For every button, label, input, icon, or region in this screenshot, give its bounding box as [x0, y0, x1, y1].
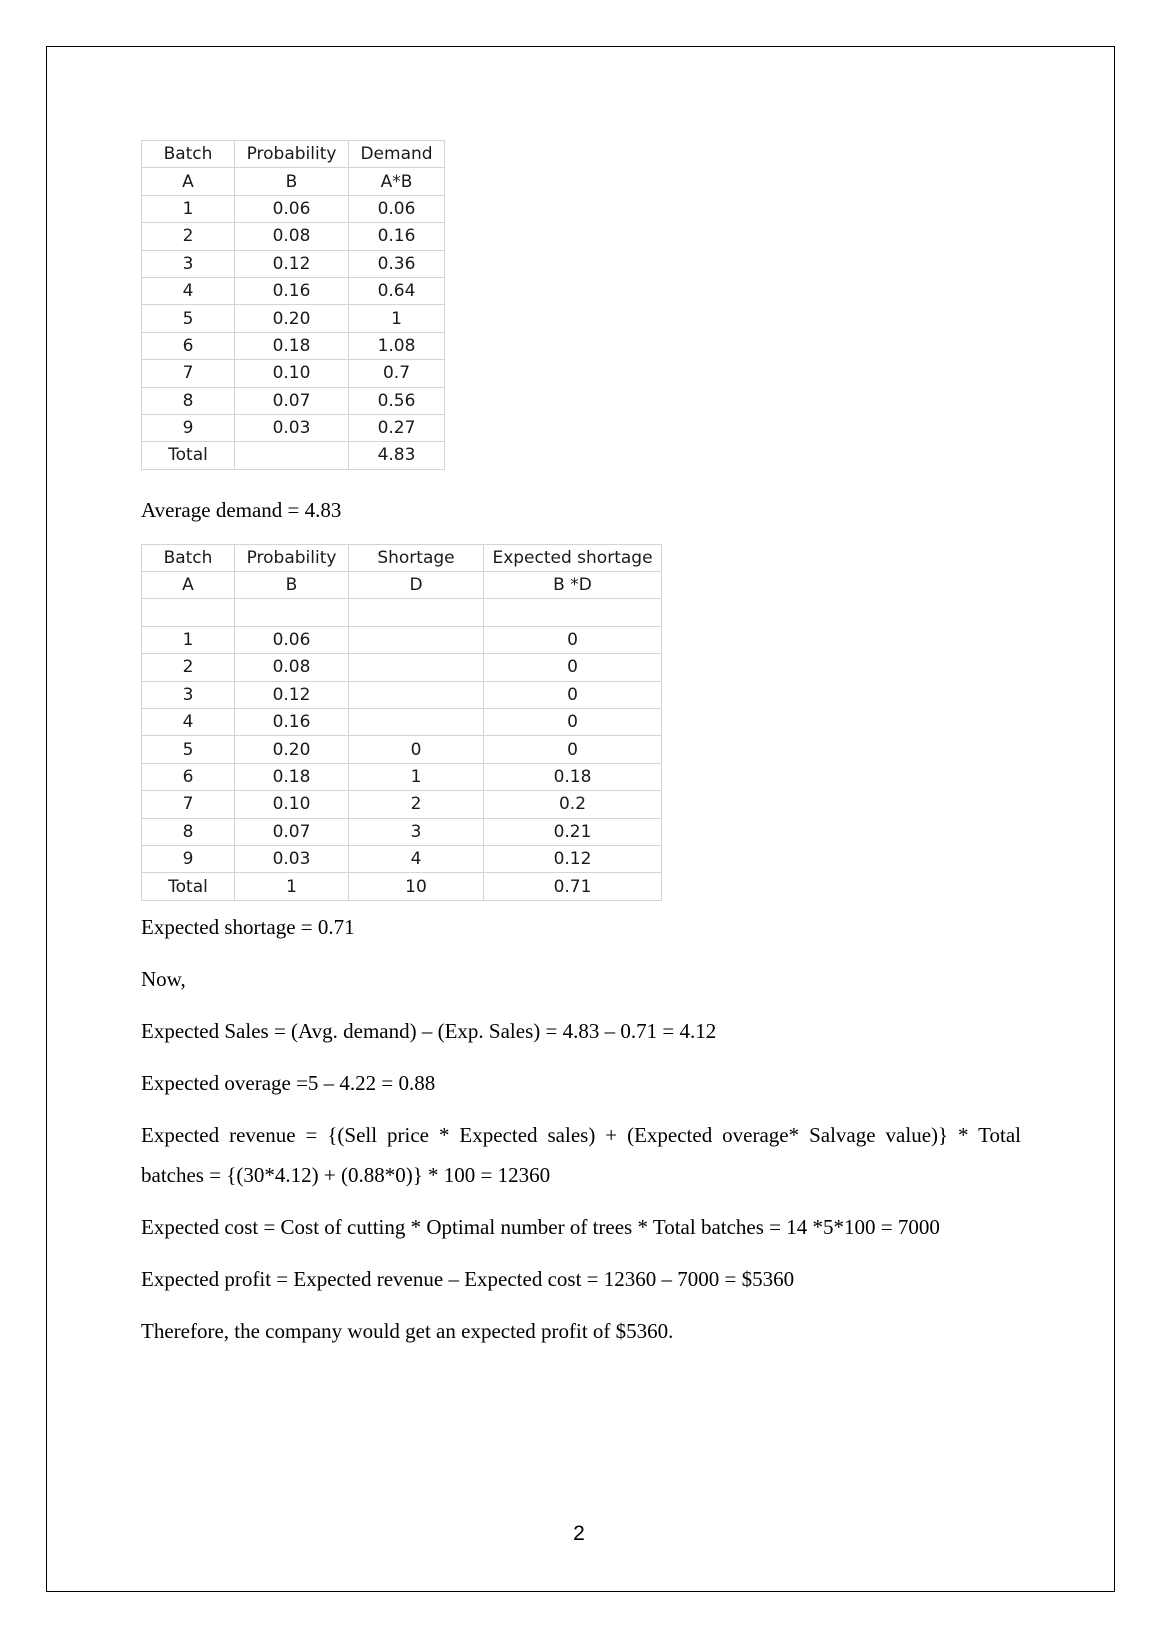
table-cell: 0.10 — [235, 791, 349, 818]
table-cell: 0.10 — [235, 360, 349, 387]
table-cell: 1 — [349, 305, 445, 332]
table-cell: 0.18 — [484, 763, 662, 790]
expected-sales-text: Expected Sales = (Avg. demand) – (Exp. Sales) = 4.83 – 0.71 = 4.12 — [141, 1018, 717, 1043]
table-cell: Probability — [235, 544, 349, 571]
now-text: Now, — [141, 966, 186, 991]
table-cell: 2 — [349, 791, 484, 818]
table-cell: 0.18 — [235, 332, 349, 359]
table-cell: 0.2 — [484, 791, 662, 818]
table-cell: 0.71 — [484, 873, 662, 900]
table-cell: 1 — [142, 626, 235, 653]
table-cell: 5 — [142, 736, 235, 763]
table-cell: 2 — [142, 654, 235, 681]
table-cell: 0 — [484, 681, 662, 708]
page-content — [141, 140, 1021, 1351]
table-cell: 3 — [349, 818, 484, 845]
table-row — [142, 791, 662, 818]
table-cell: 8 — [142, 387, 235, 414]
table-row — [142, 387, 445, 414]
table-cell: 7 — [142, 360, 235, 387]
table-cell: 0.06 — [235, 195, 349, 222]
table-cell — [349, 709, 484, 736]
table-cell: 0 — [484, 626, 662, 653]
table-cell: Demand — [349, 141, 445, 168]
table-cell: 0.16 — [235, 709, 349, 736]
table-row — [142, 223, 445, 250]
table-cell: 0.16 — [235, 277, 349, 304]
table-cell: Shortage — [349, 544, 484, 571]
table-cell: B *D — [484, 572, 662, 599]
table-cell: 0.7 — [349, 360, 445, 387]
table-cell: Batch — [142, 141, 235, 168]
table-cell: 4 — [349, 845, 484, 872]
table-row — [142, 360, 445, 387]
expected-revenue-text: Expected revenue = {(Sell price * Expected sales) + (Expected overage* Salvage value)} * Total batches = {(30*4.12) + (0.88*0)} * 100 = 12360 — [141, 1122, 1021, 1187]
table-cell: 3 — [142, 250, 235, 277]
table-cell: 0.56 — [349, 387, 445, 414]
table-cell: 4.83 — [349, 442, 445, 469]
table-cell: 0.20 — [235, 736, 349, 763]
table-row — [142, 305, 445, 332]
table-cell: 0.12 — [235, 250, 349, 277]
table-row — [142, 250, 445, 277]
table-cell: 1.08 — [349, 332, 445, 359]
table-cell: 5 — [142, 305, 235, 332]
table-cell: B — [235, 168, 349, 195]
table-cell: 9 — [142, 414, 235, 441]
table-cell: A*B — [349, 168, 445, 195]
table-cell: 0.16 — [349, 223, 445, 250]
table-cell: 0.64 — [349, 277, 445, 304]
table-cell: 1 — [142, 195, 235, 222]
table-cell: 0.06 — [235, 626, 349, 653]
table-cell: 0.08 — [235, 654, 349, 681]
shortage-table — [141, 544, 662, 901]
table-row — [142, 654, 662, 681]
table-total-row — [142, 442, 445, 469]
table-cell: B — [235, 572, 349, 599]
table-cell: 0 — [484, 709, 662, 736]
table-subheader-row — [142, 168, 445, 195]
table-cell: 0 — [484, 654, 662, 681]
expected-shortage-text: Expected shortage = 0.71 — [141, 914, 355, 939]
table-cell: 2 — [142, 223, 235, 250]
table-row — [142, 763, 662, 790]
table-row — [142, 626, 662, 653]
table-cell: 0.08 — [235, 223, 349, 250]
table-cell: 0.21 — [484, 818, 662, 845]
table-cell — [349, 626, 484, 653]
table-cell: A — [142, 168, 235, 195]
table-cell: 0.12 — [235, 681, 349, 708]
table-cell: 6 — [142, 332, 235, 359]
table-row — [142, 709, 662, 736]
table-cell: 0.20 — [235, 305, 349, 332]
table-cell: 0.07 — [235, 818, 349, 845]
demand-table — [141, 140, 445, 470]
table-cell — [484, 599, 662, 626]
table-cell: 4 — [142, 277, 235, 304]
table-row — [142, 681, 662, 708]
table-cell — [235, 442, 349, 469]
table-cell: Expected shortage — [484, 544, 662, 571]
expected-profit-text: Expected profit = Expected revenue – Expected cost = 12360 – 7000 = $5360 — [141, 1266, 795, 1291]
conclusion-text: Therefore, the company would get an expected profit of $5360. — [141, 1318, 674, 1343]
table-row — [142, 277, 445, 304]
table-cell: 0.12 — [484, 845, 662, 872]
table-cell: 0.03 — [235, 845, 349, 872]
table-cell: Batch — [142, 544, 235, 571]
table-cell — [235, 599, 349, 626]
average-demand-text: Average demand = 4.83 — [141, 497, 342, 522]
table-cell: 6 — [142, 763, 235, 790]
table-cell — [142, 599, 235, 626]
table-header-row — [142, 141, 445, 168]
table-cell: 1 — [235, 873, 349, 900]
table-cell: Total — [142, 873, 235, 900]
table-row — [142, 332, 445, 359]
page-number: 2 — [573, 1522, 585, 1545]
table-cell: 0 — [484, 736, 662, 763]
table-cell: 0.03 — [235, 414, 349, 441]
expected-cost-text: Expected cost = Cost of cutting * Optimal number of trees * Total batches = 14 *5*100 = 7000 — [141, 1214, 940, 1239]
table-cell: Probability — [235, 141, 349, 168]
table-row — [142, 818, 662, 845]
table-row — [142, 414, 445, 441]
table-cell: 0.07 — [235, 387, 349, 414]
table-cell: 0.27 — [349, 414, 445, 441]
table-cell — [349, 681, 484, 708]
table-cell: 1 — [349, 763, 484, 790]
table-cell: 7 — [142, 791, 235, 818]
table-cell: 3 — [142, 681, 235, 708]
table-cell: 10 — [349, 873, 484, 900]
table-cell: 9 — [142, 845, 235, 872]
table-cell: Total — [142, 442, 235, 469]
table-cell: 0.36 — [349, 250, 445, 277]
table-cell: A — [142, 572, 235, 599]
table-row — [142, 195, 445, 222]
table-cell — [349, 654, 484, 681]
table-row — [142, 845, 662, 872]
table-cell: 0.18 — [235, 763, 349, 790]
table-total-row — [142, 873, 662, 900]
table-cell: 0 — [349, 736, 484, 763]
expected-overage-text: Expected overage =5 – 4.22 = 0.88 — [141, 1070, 436, 1095]
table-subheader-row — [142, 572, 662, 599]
table-cell: 8 — [142, 818, 235, 845]
table-cell: 0.06 — [349, 195, 445, 222]
table-cell — [349, 599, 484, 626]
table-cell: 4 — [142, 709, 235, 736]
table-row — [142, 736, 662, 763]
table-cell: D — [349, 572, 484, 599]
table-header-row — [142, 544, 662, 571]
table-blank-row — [142, 599, 662, 626]
